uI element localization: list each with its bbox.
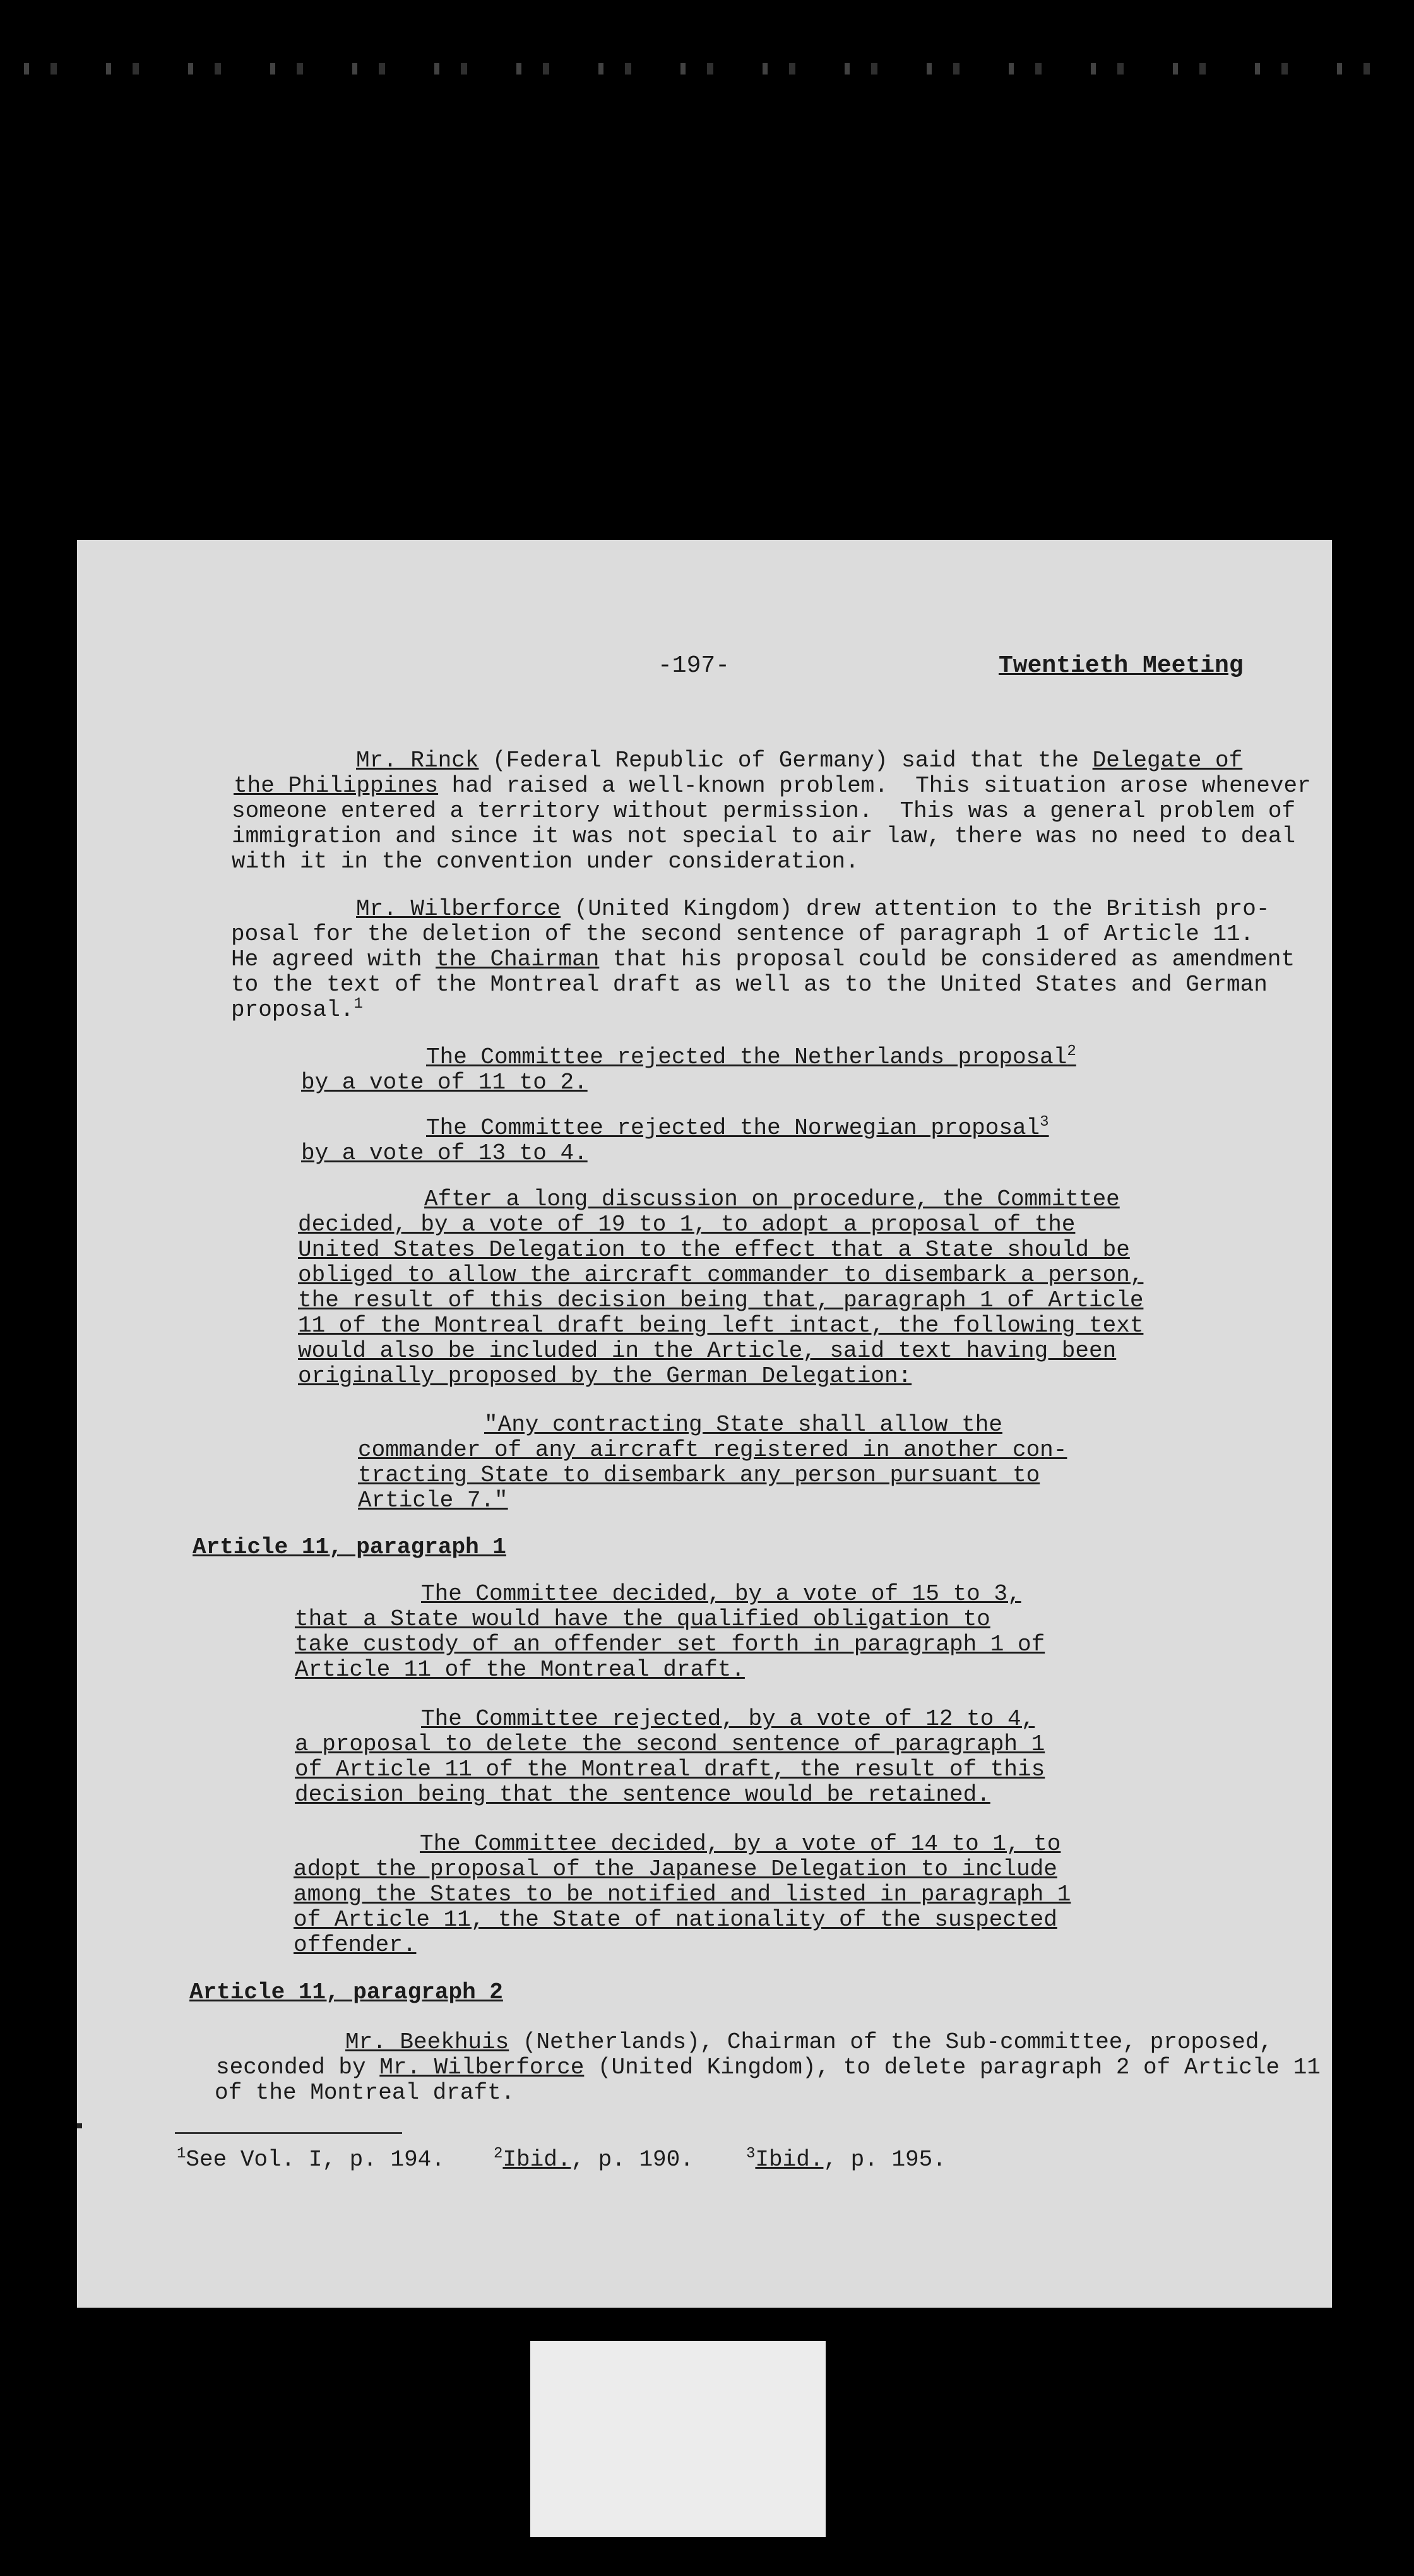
scan-noise-strip bbox=[0, 63, 1414, 75]
text: (Netherlands), Chairman of the Sub-committee, proposed, bbox=[509, 2029, 1273, 2055]
paragraph-beekhuis-line2 bbox=[216, 2055, 1321, 2080]
quoted-text-line4: Article 7." bbox=[358, 1488, 508, 1513]
footnote-number: 2 bbox=[494, 2145, 503, 2162]
decision-netherlands-line2: by a vote of 11 to 2. bbox=[301, 1070, 588, 1095]
decision-custody-line2: that a State would have the qualified obligation to bbox=[295, 1606, 990, 1632]
decision-us-proposal-line3: United States Delegation to the effect that a State should be bbox=[298, 1237, 1130, 1263]
speaker-name: Mr. Rinck bbox=[356, 748, 479, 773]
paragraph-beekhuis-line1 bbox=[206, 2030, 1273, 2055]
footnote-number: 3 bbox=[746, 2145, 756, 2162]
decision-custody-line4: Article 11 of the Montreal draft. bbox=[295, 1657, 745, 1683]
footnote-3 bbox=[746, 2147, 946, 2173]
text: (United Kingdom), to delete paragraph 2 of Article 11 bbox=[584, 2054, 1321, 2080]
section-heading-paragraph-1: Article 11, paragraph 1 bbox=[193, 1534, 506, 1560]
quoted-text-line2: commander of any aircraft registered in another con- bbox=[358, 1437, 1067, 1463]
paragraph-beekhuis-line3: of the Montreal draft. bbox=[215, 2080, 515, 2106]
footnote-marker: 2 bbox=[1067, 1043, 1076, 1060]
paragraph-wilberforce-line2: posal for the deletion of the second sentence of paragraph 1 of Article 11. bbox=[231, 921, 1254, 947]
running-head: Twentieth Meeting bbox=[999, 652, 1244, 679]
decision-japanese-proposal-line2: adopt the proposal of the Japanese Delegation to include bbox=[294, 1856, 1057, 1882]
text: proposal. bbox=[231, 997, 354, 1023]
quoted-text-line1: "Any contracting State shall allow the bbox=[484, 1412, 1002, 1438]
paragraph-rinck-line5: with it in the convention under consideration. bbox=[232, 849, 859, 874]
paragraph-rinck-line4: immigration and since it was not special to air law, there was no need to deal bbox=[232, 823, 1296, 849]
decision-us-proposal-line4: obliged to allow the aircraft commander to disembark a person, bbox=[298, 1262, 1144, 1288]
speaker-name: Mr. Wilberforce bbox=[356, 896, 561, 922]
footnote-number: 1 bbox=[177, 2145, 186, 2162]
reference: Delegate of bbox=[1092, 748, 1243, 773]
paragraph-rinck-line2 bbox=[234, 773, 1311, 799]
text: (Federal Republic of Germany) said that the bbox=[478, 748, 1093, 773]
blank-target-slip bbox=[530, 2341, 826, 2537]
text: had raised a well-known problem. This situation arose whenever bbox=[438, 773, 1311, 799]
footnote-text: , p. 190. bbox=[571, 2147, 694, 2173]
decision-retain-sentence-line3: of Article 11 of the Montreal draft, the result of this bbox=[295, 1756, 1045, 1782]
text: seconded by bbox=[216, 2054, 380, 2080]
decision-us-proposal-line5: the result of this decision being that, paragraph 1 of Article bbox=[298, 1287, 1144, 1313]
text: that his proposal could be considered as amendment bbox=[599, 946, 1295, 972]
footnote-1 bbox=[177, 2147, 445, 2173]
decision-norwegian-line2: by a vote of 13 to 4. bbox=[301, 1140, 588, 1166]
text: The Committee rejected the Norwegian proposal bbox=[426, 1115, 1040, 1141]
speaker-name: Mr. Wilberforce bbox=[379, 2054, 585, 2080]
decision-us-proposal-line8: originally proposed by the German Delegation: bbox=[298, 1363, 912, 1389]
section-heading-paragraph-2: Article 11, paragraph 2 bbox=[189, 1979, 503, 2005]
footnote-rule bbox=[175, 2132, 402, 2134]
decision-custody-line1: The Committee decided, by a vote of 15 to 3, bbox=[421, 1581, 1021, 1607]
paragraph-wilberforce-line3 bbox=[231, 947, 1295, 972]
decision-custody-line3: take custody of an offender set forth in paragraph 1 of bbox=[295, 1631, 1045, 1657]
text: (United Kingdom) drew attention to the British pro- bbox=[561, 896, 1270, 922]
chairman-ref: the Chairman bbox=[436, 946, 600, 972]
decision-us-proposal-line1: After a long discussion on procedure, the Committee bbox=[424, 1186, 1120, 1212]
decision-japanese-proposal-line1: The Committee decided, by a vote of 14 to 1, to bbox=[420, 1831, 1061, 1857]
decision-japanese-proposal-line3: among the States to be notified and listed in paragraph 1 bbox=[294, 1881, 1071, 1907]
decision-us-proposal-line2: decided, by a vote of 19 to 1, to adopt a proposal of the bbox=[298, 1212, 1076, 1237]
paragraph-wilberforce-line1 bbox=[217, 897, 1269, 922]
footnote-ref: Ibid. bbox=[502, 2147, 571, 2173]
page-number: -197- bbox=[658, 652, 730, 679]
footnote-text: , p. 195. bbox=[823, 2147, 946, 2173]
decision-us-proposal-line6: 11 of the Montreal draft being left intact, the following text bbox=[298, 1313, 1144, 1339]
decision-retain-sentence-line4: decision being that the sentence would be retained. bbox=[295, 1782, 990, 1808]
decision-norwegian-line1 bbox=[426, 1116, 1049, 1141]
decision-retain-sentence-line2: a proposal to delete the second sentence of paragraph 1 bbox=[295, 1731, 1045, 1757]
decision-japanese-proposal-line4: of Article 11, the State of nationality of the suspected bbox=[294, 1907, 1057, 1933]
footnote-ref: Ibid. bbox=[755, 2147, 824, 2173]
footnote-2 bbox=[494, 2147, 694, 2173]
paragraph-wilberforce-line4: to the text of the Montreal draft as well as to the United States and German bbox=[231, 972, 1268, 998]
paragraph-rinck-line3: someone entered a territory without permission. This was a general problem of bbox=[232, 798, 1296, 824]
reference: the Philippines bbox=[234, 773, 439, 799]
footnote-marker: 1 bbox=[354, 996, 363, 1013]
footnote-marker: 3 bbox=[1040, 1114, 1049, 1131]
paragraph-wilberforce-line5 bbox=[231, 998, 363, 1023]
document-page bbox=[77, 540, 1332, 2308]
quoted-text-line3: tracting State to disembark any person pursuant to bbox=[358, 1462, 1040, 1488]
decision-us-proposal-line7: would also be included in the Article, said text having been bbox=[298, 1338, 1117, 1364]
speaker-name: Mr. Beekhuis bbox=[345, 2029, 509, 2055]
margin-mark bbox=[77, 2123, 82, 2128]
decision-japanese-proposal-line5: offender. bbox=[294, 1932, 417, 1958]
decision-retain-sentence-line1: The Committee rejected, by a vote of 12 to 4, bbox=[421, 1706, 1035, 1732]
text: He agreed with bbox=[231, 946, 436, 972]
footnote-text: See Vol. I, p. 194. bbox=[186, 2147, 445, 2173]
text: The Committee rejected the Netherlands proposal bbox=[426, 1044, 1067, 1070]
paragraph-rinck-line1 bbox=[217, 748, 1242, 773]
decision-netherlands-line1 bbox=[426, 1045, 1076, 1070]
